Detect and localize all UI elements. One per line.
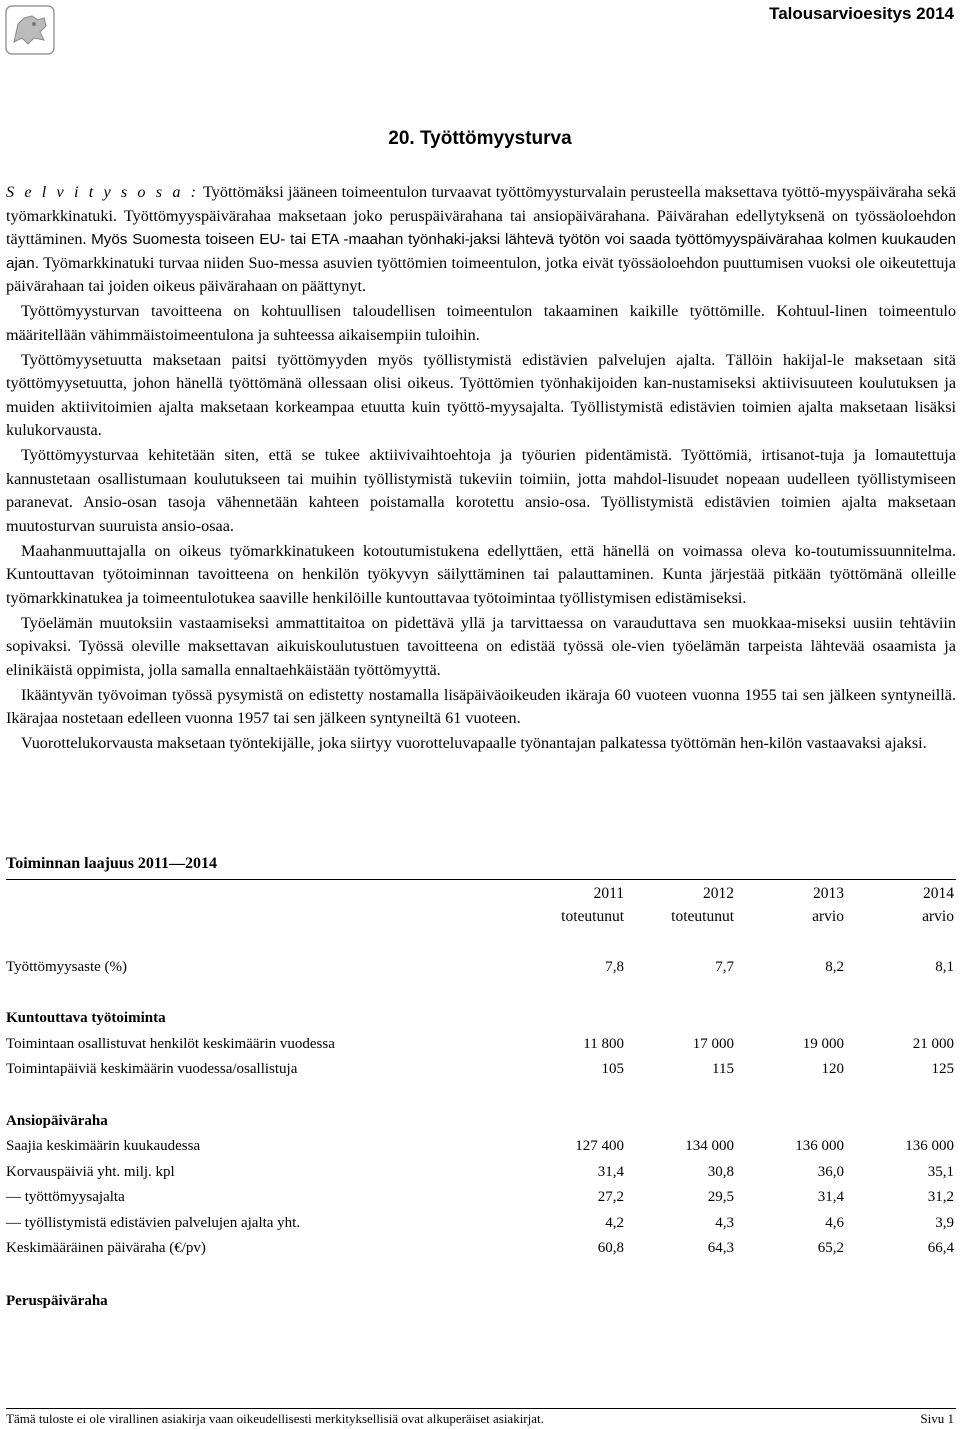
paragraph-3: Työttömyysetuutta maksetaan paitsi työttömyyden myös työllistymistä edistävien palvelujen ajalta. Tällöin hakijal-le maksetaan sitä työttömyysetuutta, johon hänellä työttömänä ollessaan olisi oikeus. Työttömien työnhakijoiden kan-nustamiseksi aktiivisuuteen koulutuksen ja muiden aktiivitoimien ajalta maksetaan korkeampaa etuutta kuin työttö-myysajalta. Työllistymistä edistävien toimien ajalta maksetaan lisäksi kulukorvausta. xyxy=(6,350,956,439)
paragraph-2: Työttömyysturvan tavoitteena on kohtuullisen taloudellisen toimeentulon takaaminen kaikille työttömille. Kohtuul-linen toimeentulo määritellään vähimmäistoimeentulona ja suhteessa aikaisempiin tuloihin. xyxy=(6,302,956,344)
table-row: Saajia keskimäärin kuukaudessa 127 400 134 000 136 000 136 000 xyxy=(6,1138,954,1154)
table-row: Toimintaan osallistuvat henkilöt keskimäärin vuodessa 11 800 17 000 19 000 21 000 xyxy=(6,1036,954,1052)
footer-rule xyxy=(6,1408,956,1409)
coat-of-arms-icon xyxy=(4,4,56,56)
column-header-2011: 2011 toteutunut xyxy=(561,885,624,925)
table-title-rule xyxy=(6,879,956,880)
explanation-lead: S e l v i t y s o s a : xyxy=(6,183,200,201)
column-header-2013: 2013 arvio xyxy=(812,885,844,925)
paragraph-5: Maahanmuuttajalla on oikeus työmarkkinatukeen kotoutumistukena edellyttäen, että hänellä on voimassa oleva ko-toutumissuunnitelma. Kuntouttavan työtoiminnan tavoitteena on henkilön työkyvyn säilyttäminen tai palauttaminen. Kunta järjestää pitkään työttömänä olleille työmarkkinatukea ja toimeentulotukea saaville henkilöille kuntouttavaa työtoimintaa työllistymisen edistämiseksi. xyxy=(6,541,956,607)
document-header-title: Talousarvioesitys 2014 xyxy=(769,4,954,23)
paragraph-1-part-a: Työttömäksi jääneen toimeentulon turvaavat työttömyysturvalain perusteella maksettava työttö-myyspäiväraha sekä työmarkkinatuki. Työttömyyspäivärahaa maksetaan joko peruspäivärahana tai ansiopäivärahana. Päivärahan edellytyksenä on työssäoloehdon täyttäminen. xyxy=(6,183,957,248)
table-row: Korvauspäiviä yht. milj. kpl 31,4 30,8 36,0 35,1 xyxy=(6,1164,954,1180)
page-number: Sivu 1 xyxy=(920,1411,954,1426)
table-row: Keskimääräinen päiväraha (€/pv) 60,8 64,3 65,2 66,4 xyxy=(6,1240,954,1256)
table-row: Työttömyysaste (%) 7,8 7,7 8,2 8,1 xyxy=(6,959,954,975)
section-label-peruspaivaraha: Peruspäiväraha xyxy=(6,1293,108,1309)
paragraph-8: Vuorottelukorvausta maksetaan työntekijälle, joka siirtyy vuorotteluvapaalle työnantajan palkatessa työttömän hen-kilön vastaavaksi ajaksi. xyxy=(21,734,927,752)
paragraph-4: Työttömyysturvaa kehitetään siten, että se tukee aktiivivaihtoehtoja ja työurien pidentämistä. Työttömiä, irtisanot-tuja ja lomautettuja kannustetaan osallistumaan koulutukseen tai muihin työllistymistä tukeviin toimiin, jotta mahdol-lisuudet nopeaan uudelleen työllistymiseen paranevat. Ansio-osan tasoja vähennetään kahteen poistamalla korotettu ansio-osa. Työllistymistä edistävien toimien ajalta maksetaan muutosturvan suuruista ansio-osaa. xyxy=(6,446,956,535)
column-header-2012: 2012 toteutunut xyxy=(671,885,734,925)
section-label-kuntouttava: Kuntouttava työtoiminta xyxy=(6,1010,166,1026)
table-row: Toimintapäiviä keskimäärin vuodessa/osallistuja 105 115 120 125 xyxy=(6,1061,954,1077)
table-title: Toiminnan laajuus 2011—2014 xyxy=(6,855,218,872)
paragraph-1-part-b: Myös Suomesta toiseen EU- tai ETA -maahan työnhaki-jaksi lähtevä työtön voi saada työttömyyspäivärahaa kolmen kuukauden ajan. xyxy=(6,231,956,272)
section-heading: 20. Työttömyysturva xyxy=(388,128,572,149)
footer-disclaimer: Tämä tuloste ei ole virallinen asiakirja vaan oikeudellisesti merkityksellisiä ovat alkuperäiset asiakirjat. xyxy=(6,1411,544,1426)
explanation-text xyxy=(6,181,956,757)
paragraph-1-part-c: Työmarkkinatuki turvaa niiden Suo-messa asuvien työttömien toimeentulon, jotka eivät työssäoloehdon puuttumisen vuoksi ole oikeutettuja päivärahaan tai joiden oikeus päivärahaan on päättynyt. xyxy=(6,253,956,295)
table-row: — työttömyysajalta 27,2 29,5 31,4 31,2 xyxy=(6,1189,954,1205)
section-label-ansiopaivaraha: Ansiopäiväraha xyxy=(6,1113,108,1129)
paragraph-1 xyxy=(6,181,956,299)
paragraph-6: Työelämän muutoksiin vastaamiseksi ammattitaitoa on pidettävä yllä ja tarvittaessa on varauduttava sen muokkaa-miseksi uusiin tehtäviin sopivaksi. Työssä oleville maksettavan aikuiskoulutustuen tavoitteena on edistää työssä ole-vien työelämän tarpeista lähtevää osaamista ja elinikäistä oppimista, jolla samalla ennaltaehkäistään työttömyyttä. xyxy=(6,613,956,679)
column-header-2014: 2014 arvio xyxy=(922,885,954,925)
table-row: — työllistymistä edistävien palvelujen ajalta yht. 4,2 4,3 4,6 3,9 xyxy=(6,1215,954,1231)
paragraph-7: Ikääntyvän työvoiman työssä pysymistä on edistetty nostamalla lisäpäiväoikeuden ikäraja 60 vuoteen vuonna 1955 tai sen jälkeen syntyneillä. Ikärajaa nostetaan edelleen vuonna 1957 tai sen jälkeen syntyneiltä 61 vuoteen. xyxy=(6,685,956,727)
